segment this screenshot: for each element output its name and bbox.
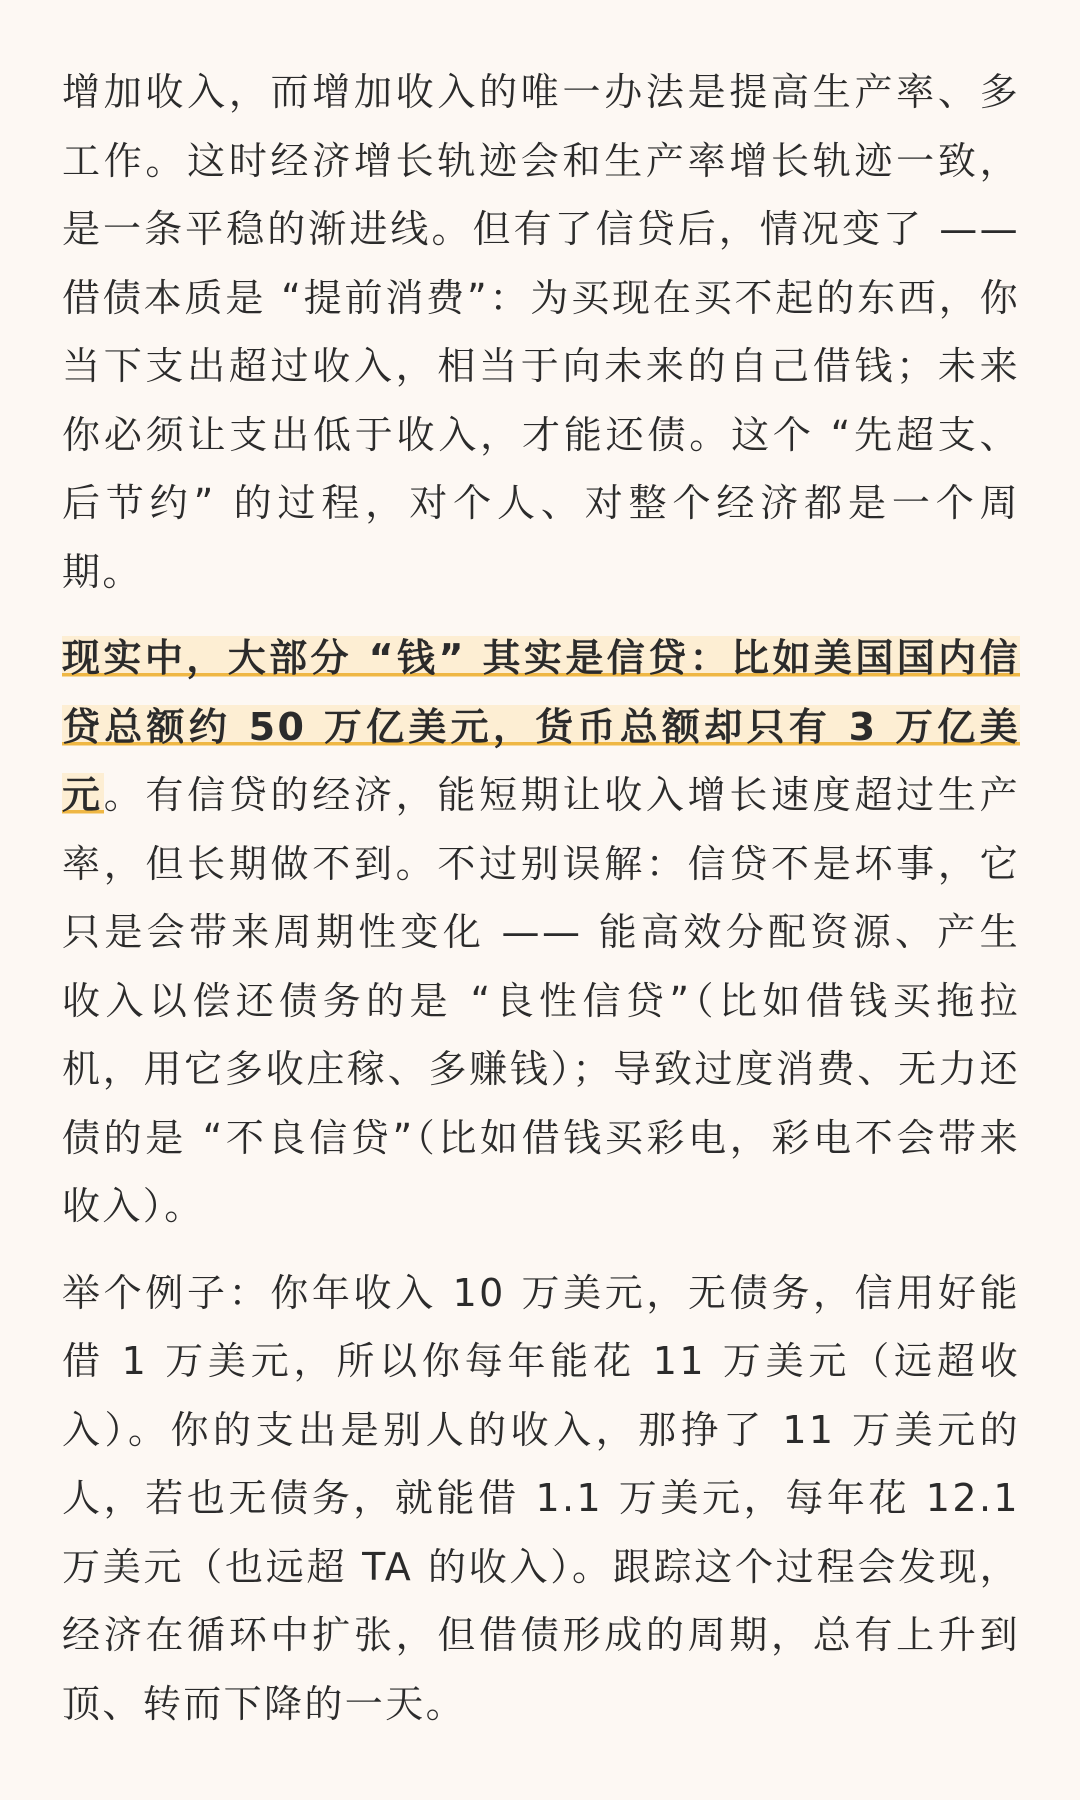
paragraph-example: 举个例子：你年收入 10 万美元，无债务，信用好能借 1 万美元，所以你每年能花 11 万美元（远超收入）。你的支出是别人的收入，那挣了 11 万美元的人，若也无债务，就能借 1.1 万美元，每年花 12.1 万美元（也远超 TA 的收入）。跟踪这个过程会发现，经济在循环中扩张，但借债形成的周期，总有上升到顶、转而下降的一天。 xyxy=(62,1270,1020,1726)
paragraph-credit-types xyxy=(62,624,1020,1241)
paragraph-credit-cycle: 增加收入，而增加收入的唯一办法是提高生产率、多工作。这时经济增长轨迹会和生产率增长轨迹一致，是一条平稳的渐进线。但有了信贷后，情况变了 —— 借债本质是 “提前消费”：为买现在买不起的东西，你当下支出超过收入，相当于向未来的自己借钱；未来你必须让支出低于收入，才能还债。这个 “先超支、后节约” 的过程，对个人、对整个经济都是一个周期。 xyxy=(62,70,1020,594)
highlighted-passage: 现实中，大部分 “钱” 其实是信贷：比如美国国内信贷总额约 50 万亿美元，货币总额却只有 3 万亿美元 xyxy=(62,636,1020,817)
paragraph-credit-types-text: 。有信贷的经济，能短期让收入增长速度超过生产率，但长期做不到。不过别误解：信贷不是坏事，它只是会带来周期性变化 —— 能高效分配资源、产生收入以偿还债务的是 “良性信贷”（比如借钱买拖拉机，用它多收庄稼、多赚钱）；导致过度消费、无力还债的是 “不良信贷”（比如借钱买彩电，彩电不会带来收入）。 xyxy=(62,773,1020,1228)
